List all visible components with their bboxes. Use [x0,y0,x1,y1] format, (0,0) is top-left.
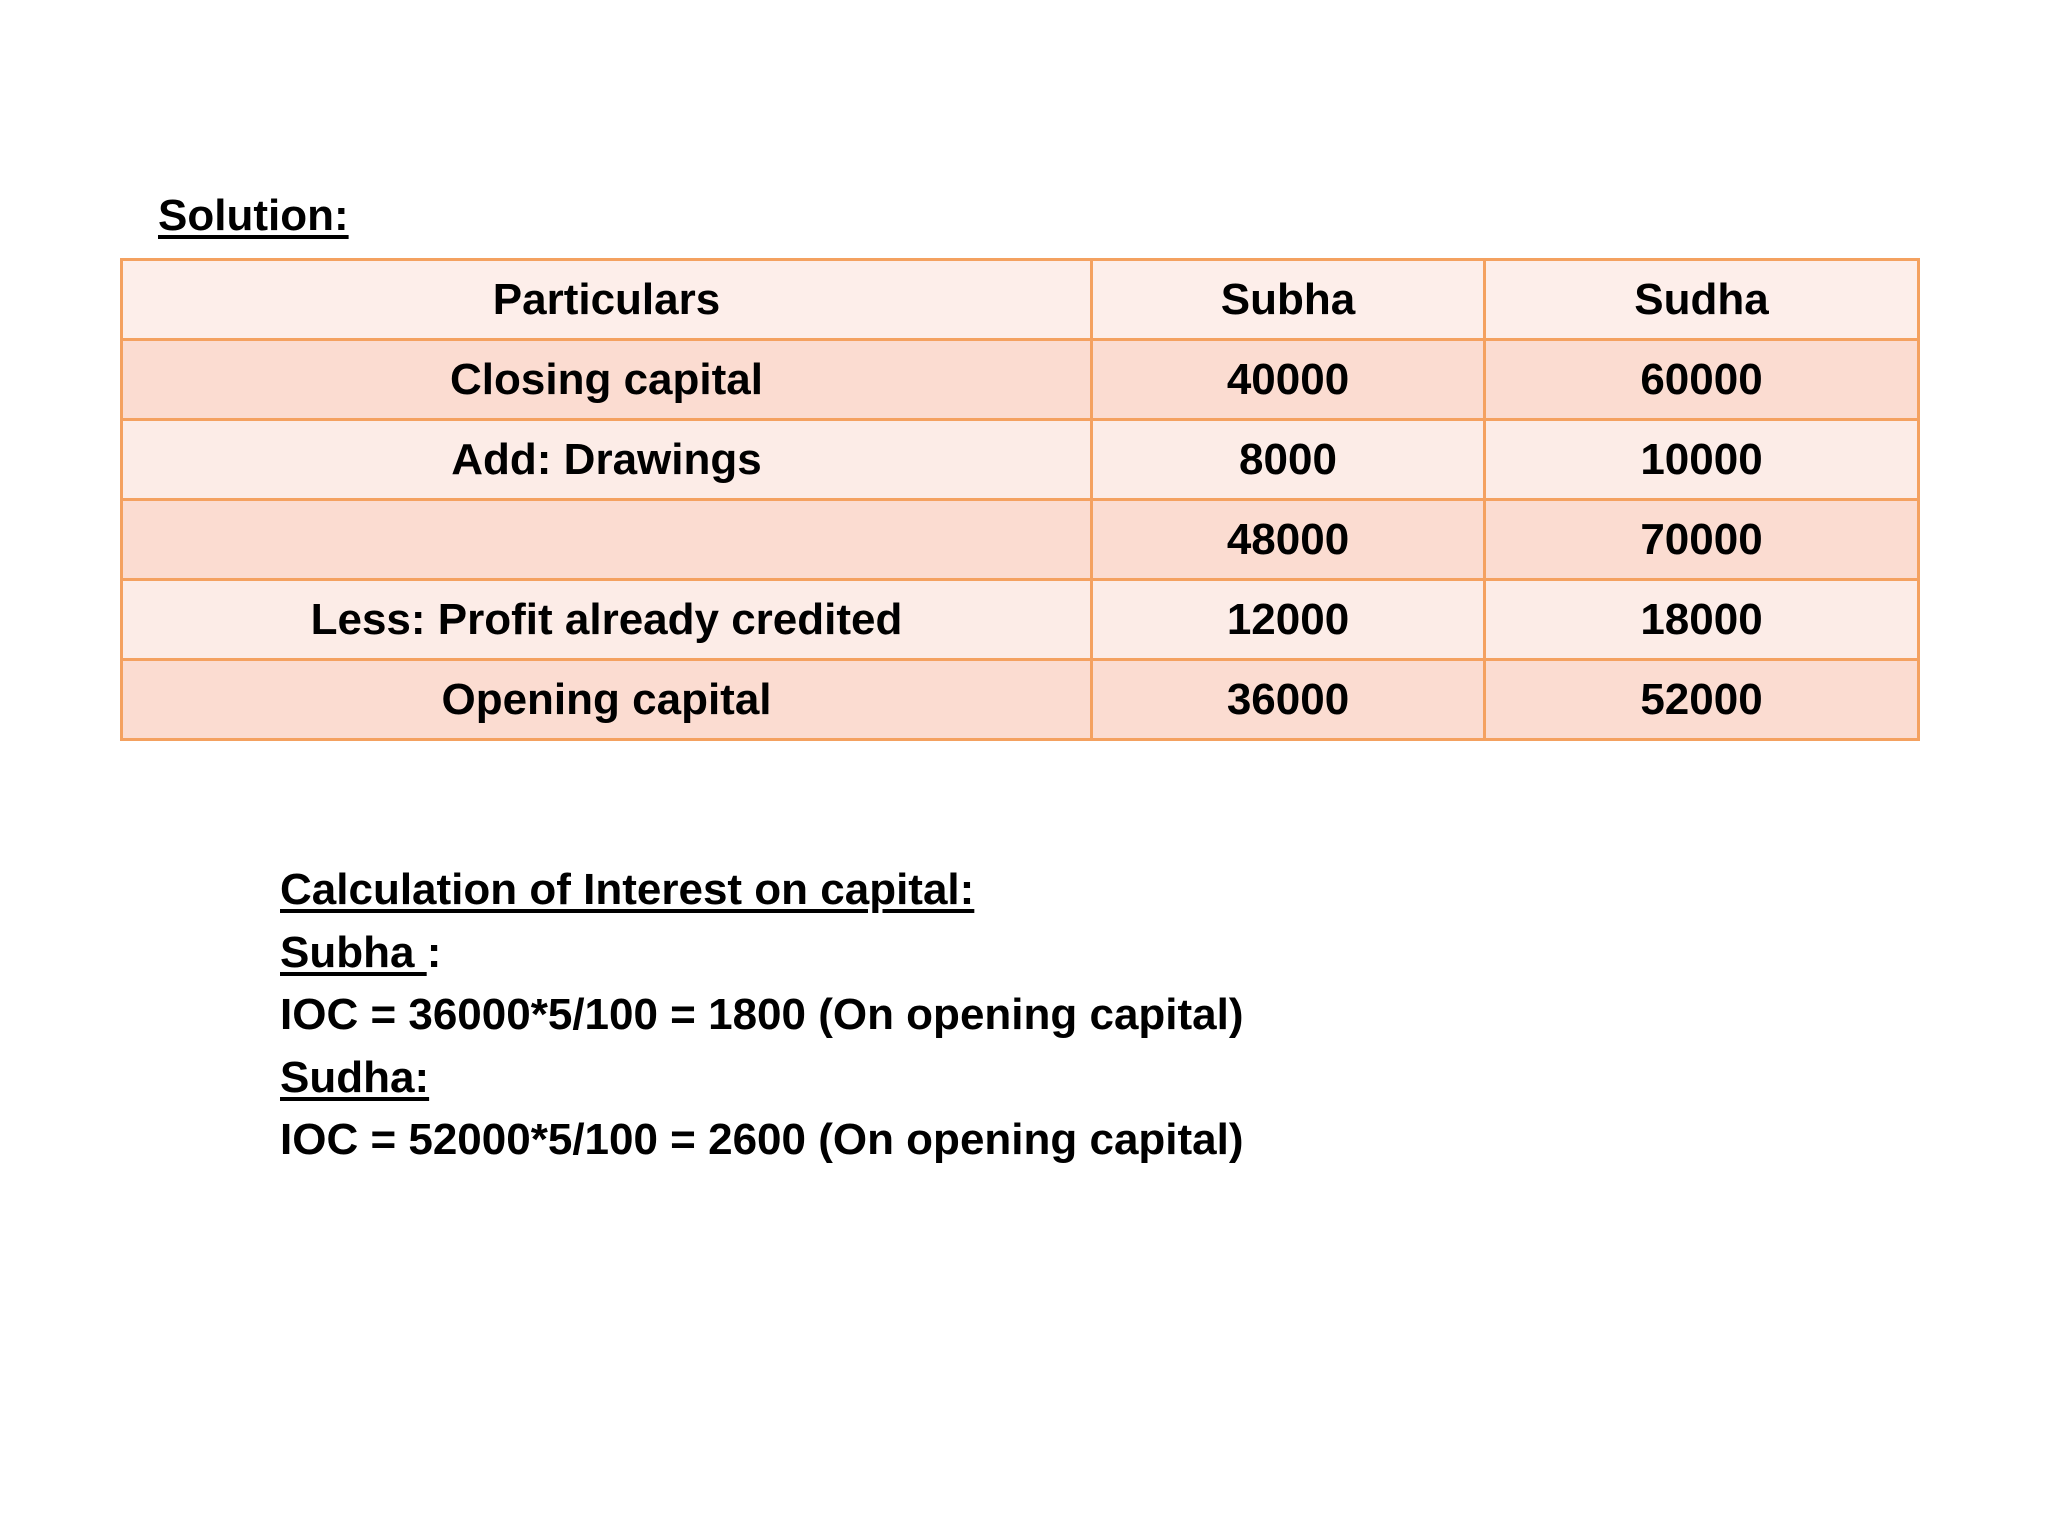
row-sudha-value: 60000 [1485,340,1919,420]
table-row [122,500,1919,580]
header-sudha: Sudha [1485,260,1919,340]
row-subha-value: 48000 [1092,500,1485,580]
sudha-formula: IOC = 52000*5/100 = 2600 (On opening capital) [280,1115,1244,1164]
table-row [122,660,1919,740]
sudha-label: Sudha: [280,1052,430,1102]
row-particulars: Opening capital [122,660,1092,740]
header-particulars: Particulars [122,260,1092,340]
interest-calculation [280,859,1244,1172]
subha-label: Subha [280,927,427,977]
row-particulars: Less: Profit already credited [122,580,1092,660]
calculation-heading: Calculation of Interest on capital: [280,865,975,914]
table-row [122,420,1919,500]
solution-heading: Solution: [158,191,349,240]
subha-line [280,922,1244,985]
row-sudha-value: 18000 [1485,580,1919,660]
table-row [122,340,1919,420]
row-subha-value: 36000 [1092,660,1485,740]
row-subha-value: 8000 [1092,420,1485,500]
table-row [122,580,1919,660]
row-subha-value: 40000 [1092,340,1485,420]
row-particulars [122,500,1092,580]
row-particulars: Closing capital [122,340,1092,420]
subha-formula: IOC = 36000*5/100 = 1800 (On opening capital) [280,990,1244,1039]
capital-table [120,258,1920,741]
header-subha: Subha [1092,260,1485,340]
row-sudha-value: 70000 [1485,500,1919,580]
subha-colon: : [426,927,442,977]
row-sudha-value: 10000 [1485,420,1919,500]
row-subha-value: 12000 [1092,580,1485,660]
row-sudha-value: 52000 [1485,660,1919,740]
table-header-row [122,260,1919,340]
row-particulars: Add: Drawings [122,420,1092,500]
